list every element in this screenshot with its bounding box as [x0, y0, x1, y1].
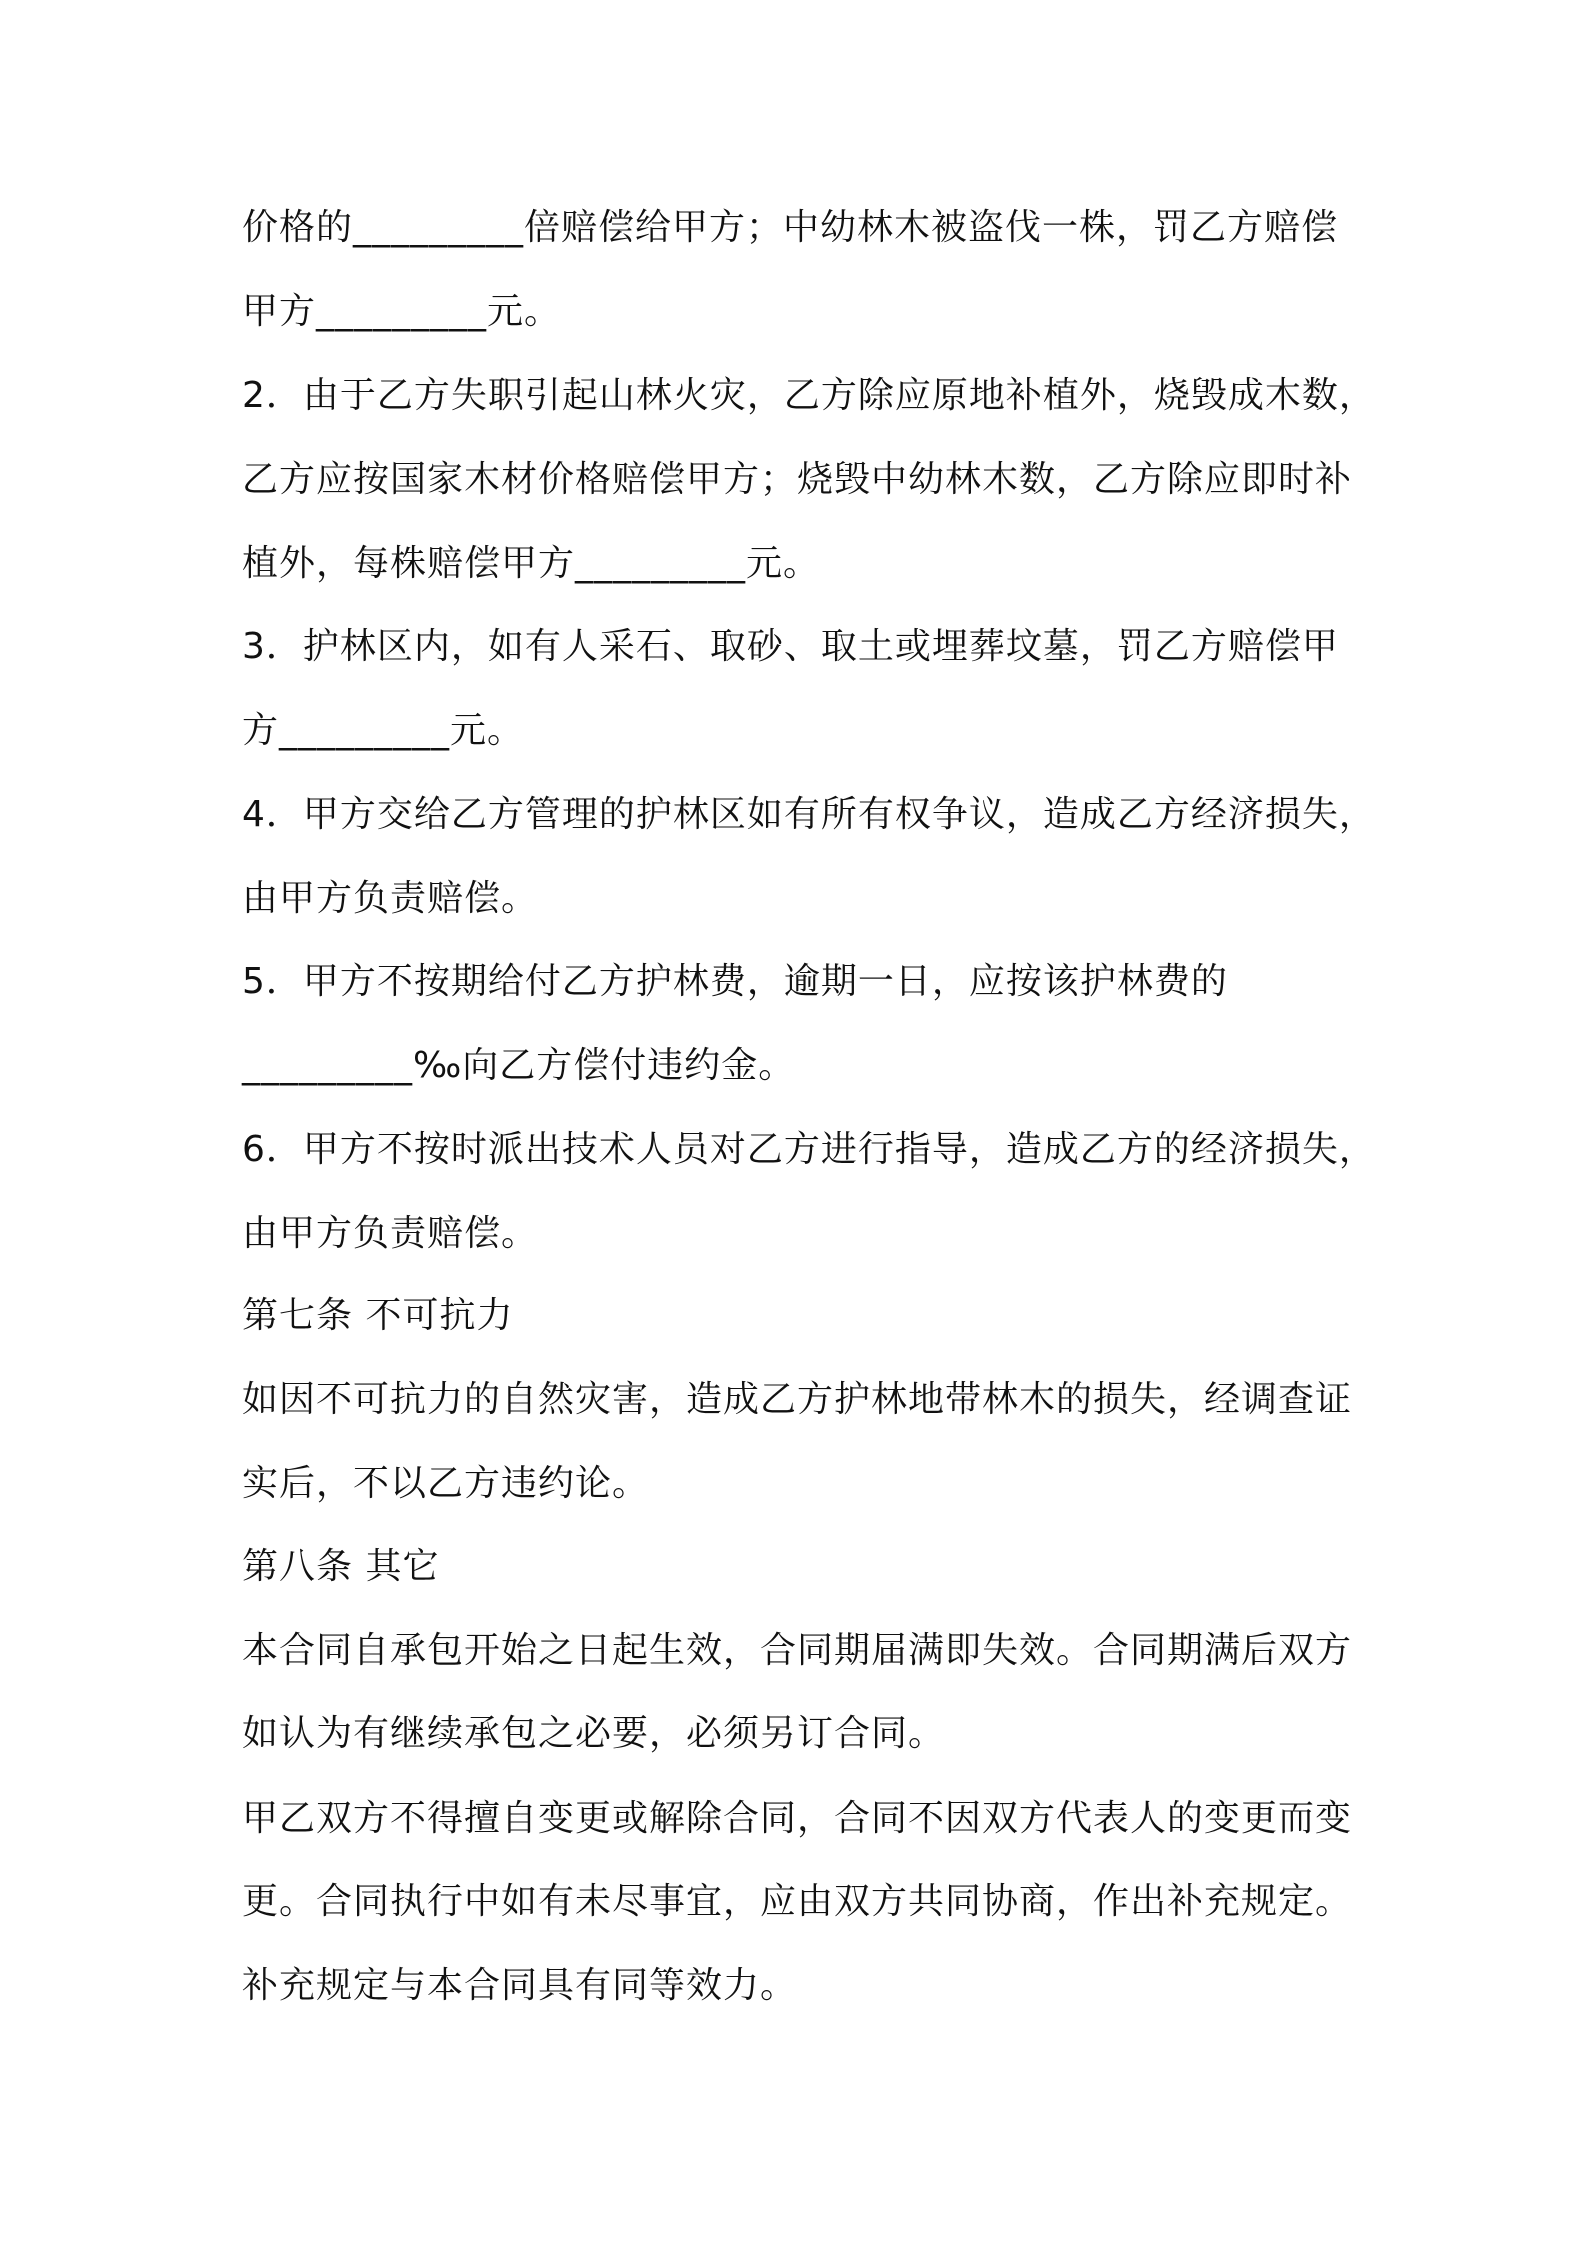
text-line: 3．护林区内，如有人采石、取砂、取土或埋葬坟墓，罚乙方赔偿甲 [242, 626, 1339, 667]
text-line: 本合同自承包开始之日起生效，合同期届满即失效。合同期满后双方 [242, 1630, 1353, 1671]
text-line: 2．由于乙方失职引起山林火灾，乙方除应原地补植外，烧毁成木数， [242, 375, 1376, 416]
text-line: _________‰向乙方偿付违约金。 [242, 1045, 796, 1086]
section-heading: 第八条 其它 [242, 1546, 440, 1587]
text-line: 4．甲方交给乙方管理的护林区如有所有权争议，造成乙方经济损失， [242, 794, 1376, 835]
section-heading: 第七条 不可抗力 [242, 1295, 514, 1336]
text-line: 如认为有继续承包之必要，必须另订合同。 [242, 1713, 946, 1754]
text-line: 实后，不以乙方违约论。 [242, 1463, 650, 1504]
text-line: 甲方_________元。 [242, 291, 562, 332]
text-line: 更。合同执行中如有未尽事宜，应由双方共同协商，作出补充规定。 [242, 1881, 1353, 1922]
text-line: 6．甲方不按时派出技术人员对乙方进行指导，造成乙方的经济损失， [242, 1129, 1376, 1170]
text-line: 价格的_________倍赔偿给甲方；中幼林木被盗伐一株，罚乙方赔偿 [242, 207, 1339, 248]
text-line: 由甲方负责赔偿。 [242, 878, 539, 919]
text-line: 补充规定与本合同具有同等效力。 [242, 1965, 798, 2006]
text-line: 乙方应按国家木材价格赔偿甲方；烧毁中幼林木数，乙方除应即时补 [242, 459, 1353, 500]
text-line: 5．甲方不按期给付乙方护林费，逾期一日，应按该护林费的 [242, 961, 1228, 1002]
text-line: 甲乙双方不得擅自变更或解除合同，合同不因双方代表人的变更而变 [242, 1798, 1353, 1839]
text-line: 如因不可抗力的自然灾害，造成乙方护林地带林木的损失，经调查证 [242, 1379, 1353, 1420]
text-line: 方_________元。 [242, 710, 525, 751]
text-line: 由甲方负责赔偿。 [242, 1213, 539, 1254]
text-line: 植外，每株赔偿甲方_________元。 [242, 543, 821, 584]
